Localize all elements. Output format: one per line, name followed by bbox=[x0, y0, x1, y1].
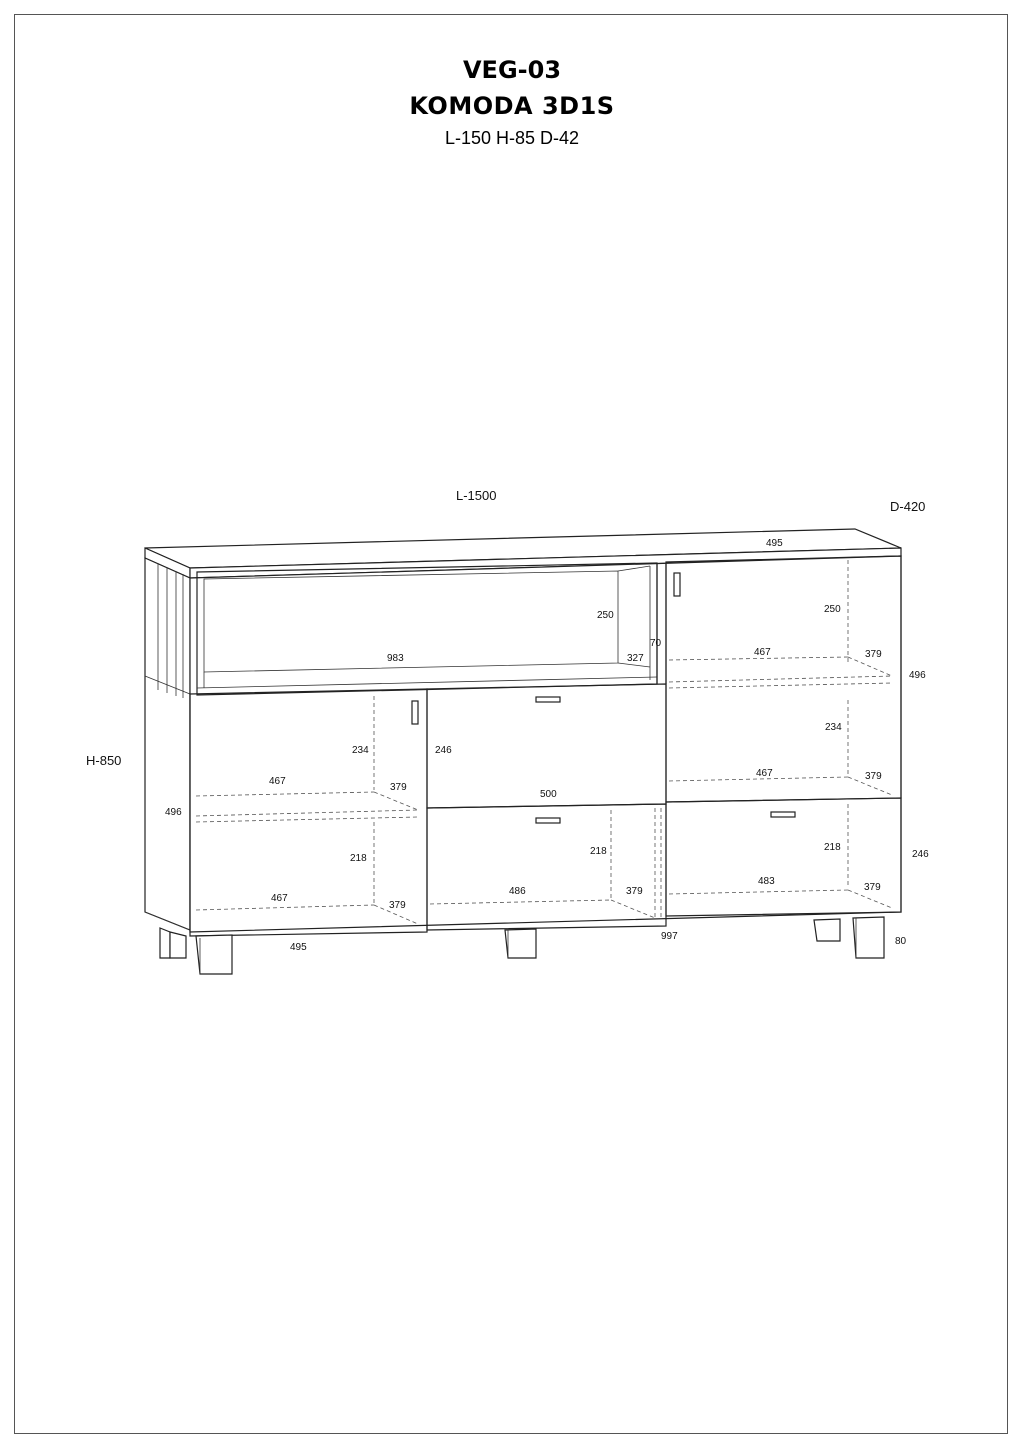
dimension-value: 983 bbox=[387, 653, 404, 664]
dimension-value: 496 bbox=[909, 670, 926, 681]
cabinet-front bbox=[190, 556, 901, 936]
left-side-panel bbox=[145, 558, 190, 930]
dimension-value: 246 bbox=[912, 849, 929, 860]
dimension-value: 250 bbox=[824, 604, 841, 615]
length-label: L-1500 bbox=[456, 488, 497, 503]
dimension-value: 250 bbox=[597, 610, 614, 621]
dimension-value: 467 bbox=[269, 776, 286, 787]
dimension-value: 246 bbox=[435, 745, 452, 756]
dimension-value: 467 bbox=[756, 768, 773, 779]
dimension-value: 486 bbox=[509, 886, 526, 897]
dimension-value: 379 bbox=[865, 771, 882, 782]
dimension-value: 379 bbox=[864, 882, 881, 893]
dimension-value: 483 bbox=[758, 876, 775, 887]
product-dimensions: L-150 H-85 D-42 bbox=[444, 128, 580, 148]
dimension-value: 70 bbox=[650, 638, 662, 649]
dimension-value: 327 bbox=[627, 653, 644, 664]
product-name: KOMODA 3D1S bbox=[409, 92, 615, 120]
dimension-value: 496 bbox=[165, 807, 182, 818]
dimension-value: 495 bbox=[766, 538, 783, 549]
dimension-value: 218 bbox=[590, 846, 607, 857]
depth-label: D-420 bbox=[890, 499, 926, 514]
dimension-value: 379 bbox=[626, 886, 643, 897]
dimension-value: 467 bbox=[271, 893, 288, 904]
dimension-value: 234 bbox=[825, 722, 842, 733]
dimension-value: 379 bbox=[390, 782, 407, 793]
dimension-value: 218 bbox=[824, 842, 841, 853]
dimension-value: 997 bbox=[661, 931, 678, 942]
dimension-value: 500 bbox=[540, 789, 557, 800]
dimension-value: 379 bbox=[389, 900, 406, 911]
dimension-value: 218 bbox=[350, 853, 367, 864]
dimension-value: 379 bbox=[865, 649, 882, 660]
height-label: H-850 bbox=[86, 753, 122, 768]
dimension-value: 234 bbox=[352, 745, 369, 756]
dimension-value: 495 bbox=[290, 942, 307, 953]
product-code: VEG-03 bbox=[462, 56, 562, 84]
dimension-value: 80 bbox=[895, 936, 907, 947]
dimension-value: 467 bbox=[754, 647, 771, 658]
